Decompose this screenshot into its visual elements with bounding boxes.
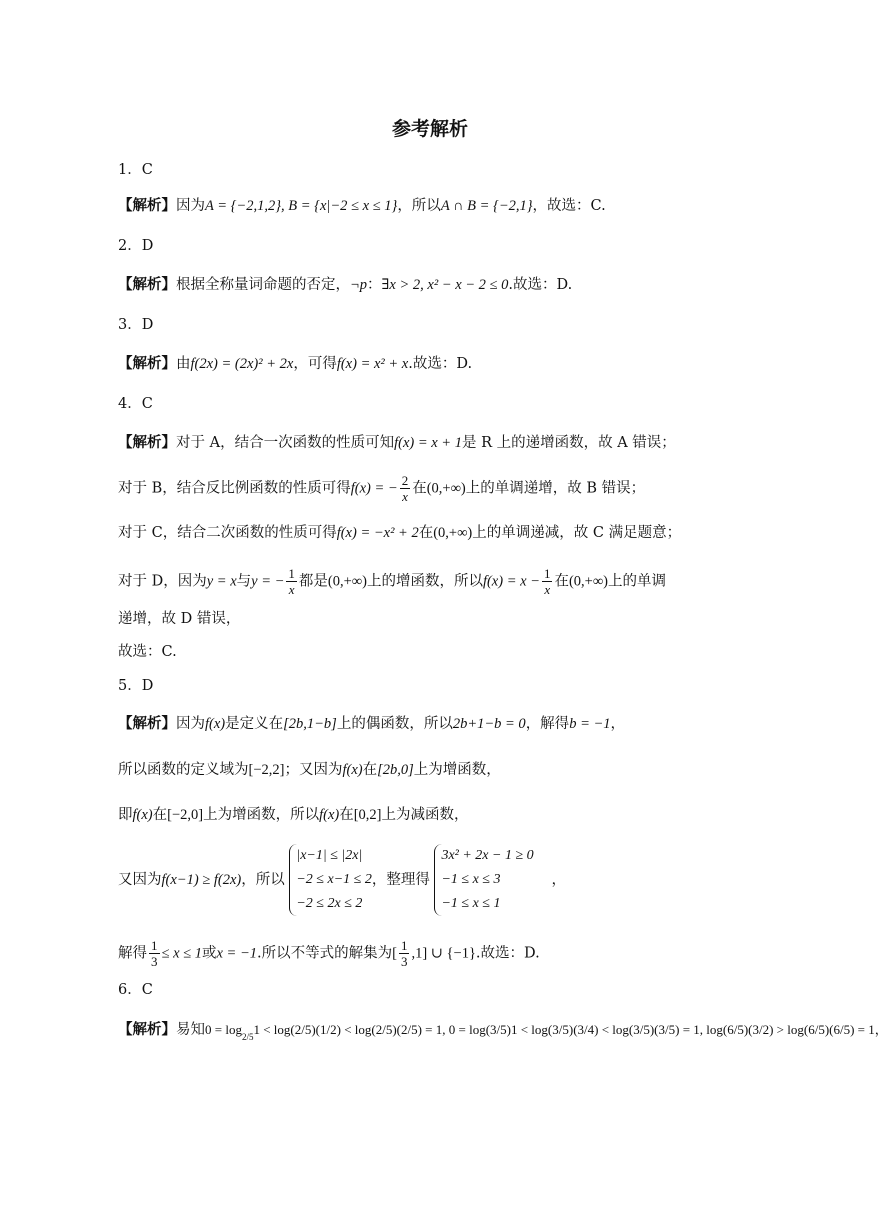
math: f(x) = x + 1 xyxy=(394,435,462,451)
math: A = {−2,1,2}, B = {x|−2 ≤ x ≤ 1} xyxy=(205,198,398,214)
text: 或 xyxy=(201,945,217,962)
explanation-tag: 【解析】 xyxy=(118,1022,176,1038)
explanation-tag: 【解析】 xyxy=(118,435,176,451)
math: f(x) xyxy=(319,807,340,823)
q6-explanation xyxy=(118,1020,888,1047)
text: 对于 A，结合一次函数的性质可知 xyxy=(176,435,395,451)
text: 在 xyxy=(152,807,168,823)
math: [−2,0] xyxy=(167,807,204,823)
fraction xyxy=(542,566,553,597)
numerator: 1 xyxy=(151,938,158,953)
text: 上为增函数，所以 xyxy=(203,807,320,823)
math: [2b,0] xyxy=(377,762,414,778)
math: (0,+∞) xyxy=(433,525,473,541)
math: [2b,1−b] xyxy=(283,716,337,732)
explanation-tag: 【解析】 xyxy=(118,716,176,732)
text: 即 xyxy=(118,807,133,823)
numerator: 1 xyxy=(288,566,295,581)
text: .故选：D. xyxy=(475,945,540,962)
system-row: −1 ≤ x ≤ 3 xyxy=(441,872,501,887)
inequality-system-2 xyxy=(434,844,551,916)
text: 上的单调递减，故 C 满足题意； xyxy=(472,525,682,541)
system-row: |x−1| ≤ |2x| xyxy=(296,848,363,863)
system-row: −2 ≤ 2x ≤ 2 xyxy=(296,896,363,911)
q1-answer: 1．C xyxy=(118,162,153,178)
text: ，所以 xyxy=(397,198,441,214)
text: 所以函数的定义域为 xyxy=(118,762,249,778)
text: ，整理得 xyxy=(371,872,430,888)
q4-line-4 xyxy=(118,566,666,597)
math: f(2x) = (2x)² + 2x xyxy=(190,356,294,372)
math: ,1] ∪ {−1} xyxy=(411,945,476,962)
text: 因为 xyxy=(176,716,205,732)
q5-answer: 5．D xyxy=(118,678,154,694)
text: 是 R 上的递增函数，故 A 错误； xyxy=(461,435,676,451)
text: 对于 B，结合反比例函数的性质可得 xyxy=(118,480,351,497)
math: (0,+∞) xyxy=(327,573,367,590)
fraction xyxy=(400,473,411,504)
q4-line-5: 递增，故 D 错误， xyxy=(118,611,241,627)
text: 是定义在 xyxy=(225,716,284,732)
explanation-tag: 【解析】 xyxy=(118,356,176,372)
text: 上为增函数， xyxy=(413,762,501,778)
text: 上为减函数， xyxy=(381,807,469,823)
text: 因为 xyxy=(176,198,205,214)
numerator: 2 xyxy=(401,473,409,488)
page-title: 参考解析 xyxy=(391,118,468,140)
math: [0,2] xyxy=(353,807,382,823)
text: 又因为 xyxy=(118,872,162,888)
math: f(x) = x² + x xyxy=(336,356,409,372)
math: f(x) = − xyxy=(350,480,398,497)
math: (0,+∞) xyxy=(568,573,609,590)
text: 对于 D，因为 xyxy=(118,573,207,590)
q6-answer: 6．C xyxy=(118,982,153,998)
q2-answer: 2．D xyxy=(118,238,154,254)
system-row: 3x² + 2x − 1 ≥ 0 xyxy=(441,848,534,863)
log-base: 2/5 xyxy=(241,1032,254,1042)
math: f(x) xyxy=(132,807,153,823)
math: f(x) = −x² + 2 xyxy=(336,525,419,541)
q3-answer: 3．D xyxy=(118,317,154,333)
text: .所以不等式的解集为 xyxy=(257,945,393,962)
denominator: 3 xyxy=(151,954,158,969)
math: y = − xyxy=(251,573,285,590)
math: 2b+1−b = 0 xyxy=(452,716,526,732)
q4-line-6: 故选：C. xyxy=(118,644,177,660)
denominator: 3 xyxy=(400,954,408,969)
text: .故选：D. xyxy=(508,277,573,293)
text: ， xyxy=(610,716,626,732)
text: 与 xyxy=(236,573,252,590)
text: ， xyxy=(874,1023,888,1038)
math: 1 < log(2/5)(1/2) < log(2/5)(2/5) = 1, 0 = log(3/5)1 < log(3/5)(3/4) < log(3/5)(3/5) = 1, log(6/5)(3/2) > log(6/5)(6/5) = 1 xyxy=(253,1022,875,1037)
text: 对于 C，结合二次函数的性质可得 xyxy=(118,525,337,541)
explanation-tag: 【解析】 xyxy=(118,198,176,214)
text: 在 xyxy=(554,573,569,590)
text: ，故选：C. xyxy=(532,198,606,214)
numerator: 1 xyxy=(400,938,408,953)
math: y = x xyxy=(206,573,237,590)
text: 上的单调递增，故 B 错误； xyxy=(465,480,646,497)
q5-line-2 xyxy=(118,760,501,780)
math: [ xyxy=(392,945,397,962)
text: ；又因为 xyxy=(284,762,343,778)
fraction xyxy=(286,566,297,597)
explanation-tag: 【解析】 xyxy=(118,277,176,293)
text: 在 xyxy=(418,525,434,541)
math: f(x) xyxy=(205,716,226,732)
math: f(x) xyxy=(342,762,363,778)
inequality-system-1 xyxy=(289,844,371,916)
math: 0 = log xyxy=(205,1022,242,1037)
q5-line-5 xyxy=(118,938,540,969)
text: 上的单调 xyxy=(608,573,667,590)
math: f(x−1) ≥ f(2x) xyxy=(161,872,242,888)
math: ∃x > 2, x² − x − 2 ≤ 0 xyxy=(381,277,509,293)
math: x = −1 xyxy=(216,945,257,962)
q4-answer: 4．C xyxy=(118,396,153,412)
math: [−2,2] xyxy=(248,762,285,778)
system-row: −2 ≤ x−1 ≤ 2 xyxy=(296,872,372,887)
text: ， xyxy=(551,872,566,888)
text: 上的增函数，所以 xyxy=(366,573,483,590)
denominator: x xyxy=(402,489,408,504)
numerator: 1 xyxy=(543,566,551,581)
q4-line-2 xyxy=(118,473,645,504)
text: 在 xyxy=(412,480,427,497)
denominator: x xyxy=(544,582,551,597)
q5-line-4 xyxy=(118,844,566,916)
text: 根据全称量词命题的否定， xyxy=(176,277,350,293)
q4-line-1 xyxy=(118,433,676,453)
math: ≤ x ≤ 1 xyxy=(161,945,202,962)
math: (0,+∞) xyxy=(426,480,466,497)
q5-line-1 xyxy=(118,714,625,734)
text: 在 xyxy=(362,762,378,778)
q1-explanation xyxy=(118,196,606,216)
q5-line-3 xyxy=(118,805,469,825)
fraction xyxy=(399,938,410,969)
text: 在 xyxy=(339,807,354,823)
text: 都是 xyxy=(298,573,328,590)
text: 由 xyxy=(176,356,191,372)
text: ，所以 xyxy=(241,872,285,888)
math: f(x) = x − xyxy=(482,573,540,590)
text: .故选：D. xyxy=(408,356,473,372)
text: ，解得 xyxy=(525,716,570,732)
q3-explanation xyxy=(118,354,472,374)
system-row: −1 ≤ x ≤ 1 xyxy=(441,896,501,911)
fraction xyxy=(149,938,160,969)
text: 上的偶函数，所以 xyxy=(336,716,453,732)
text: 易知 xyxy=(176,1022,205,1038)
q4-line-3 xyxy=(118,523,681,543)
math: b = −1 xyxy=(569,716,611,732)
math: ¬p xyxy=(350,277,368,293)
math: A ∩ B = {−2,1} xyxy=(440,198,533,214)
text: ，可得 xyxy=(293,356,337,372)
text: ： xyxy=(367,277,382,293)
q2-explanation xyxy=(118,275,572,295)
denominator: x xyxy=(288,582,295,597)
text: 解得 xyxy=(118,945,147,962)
